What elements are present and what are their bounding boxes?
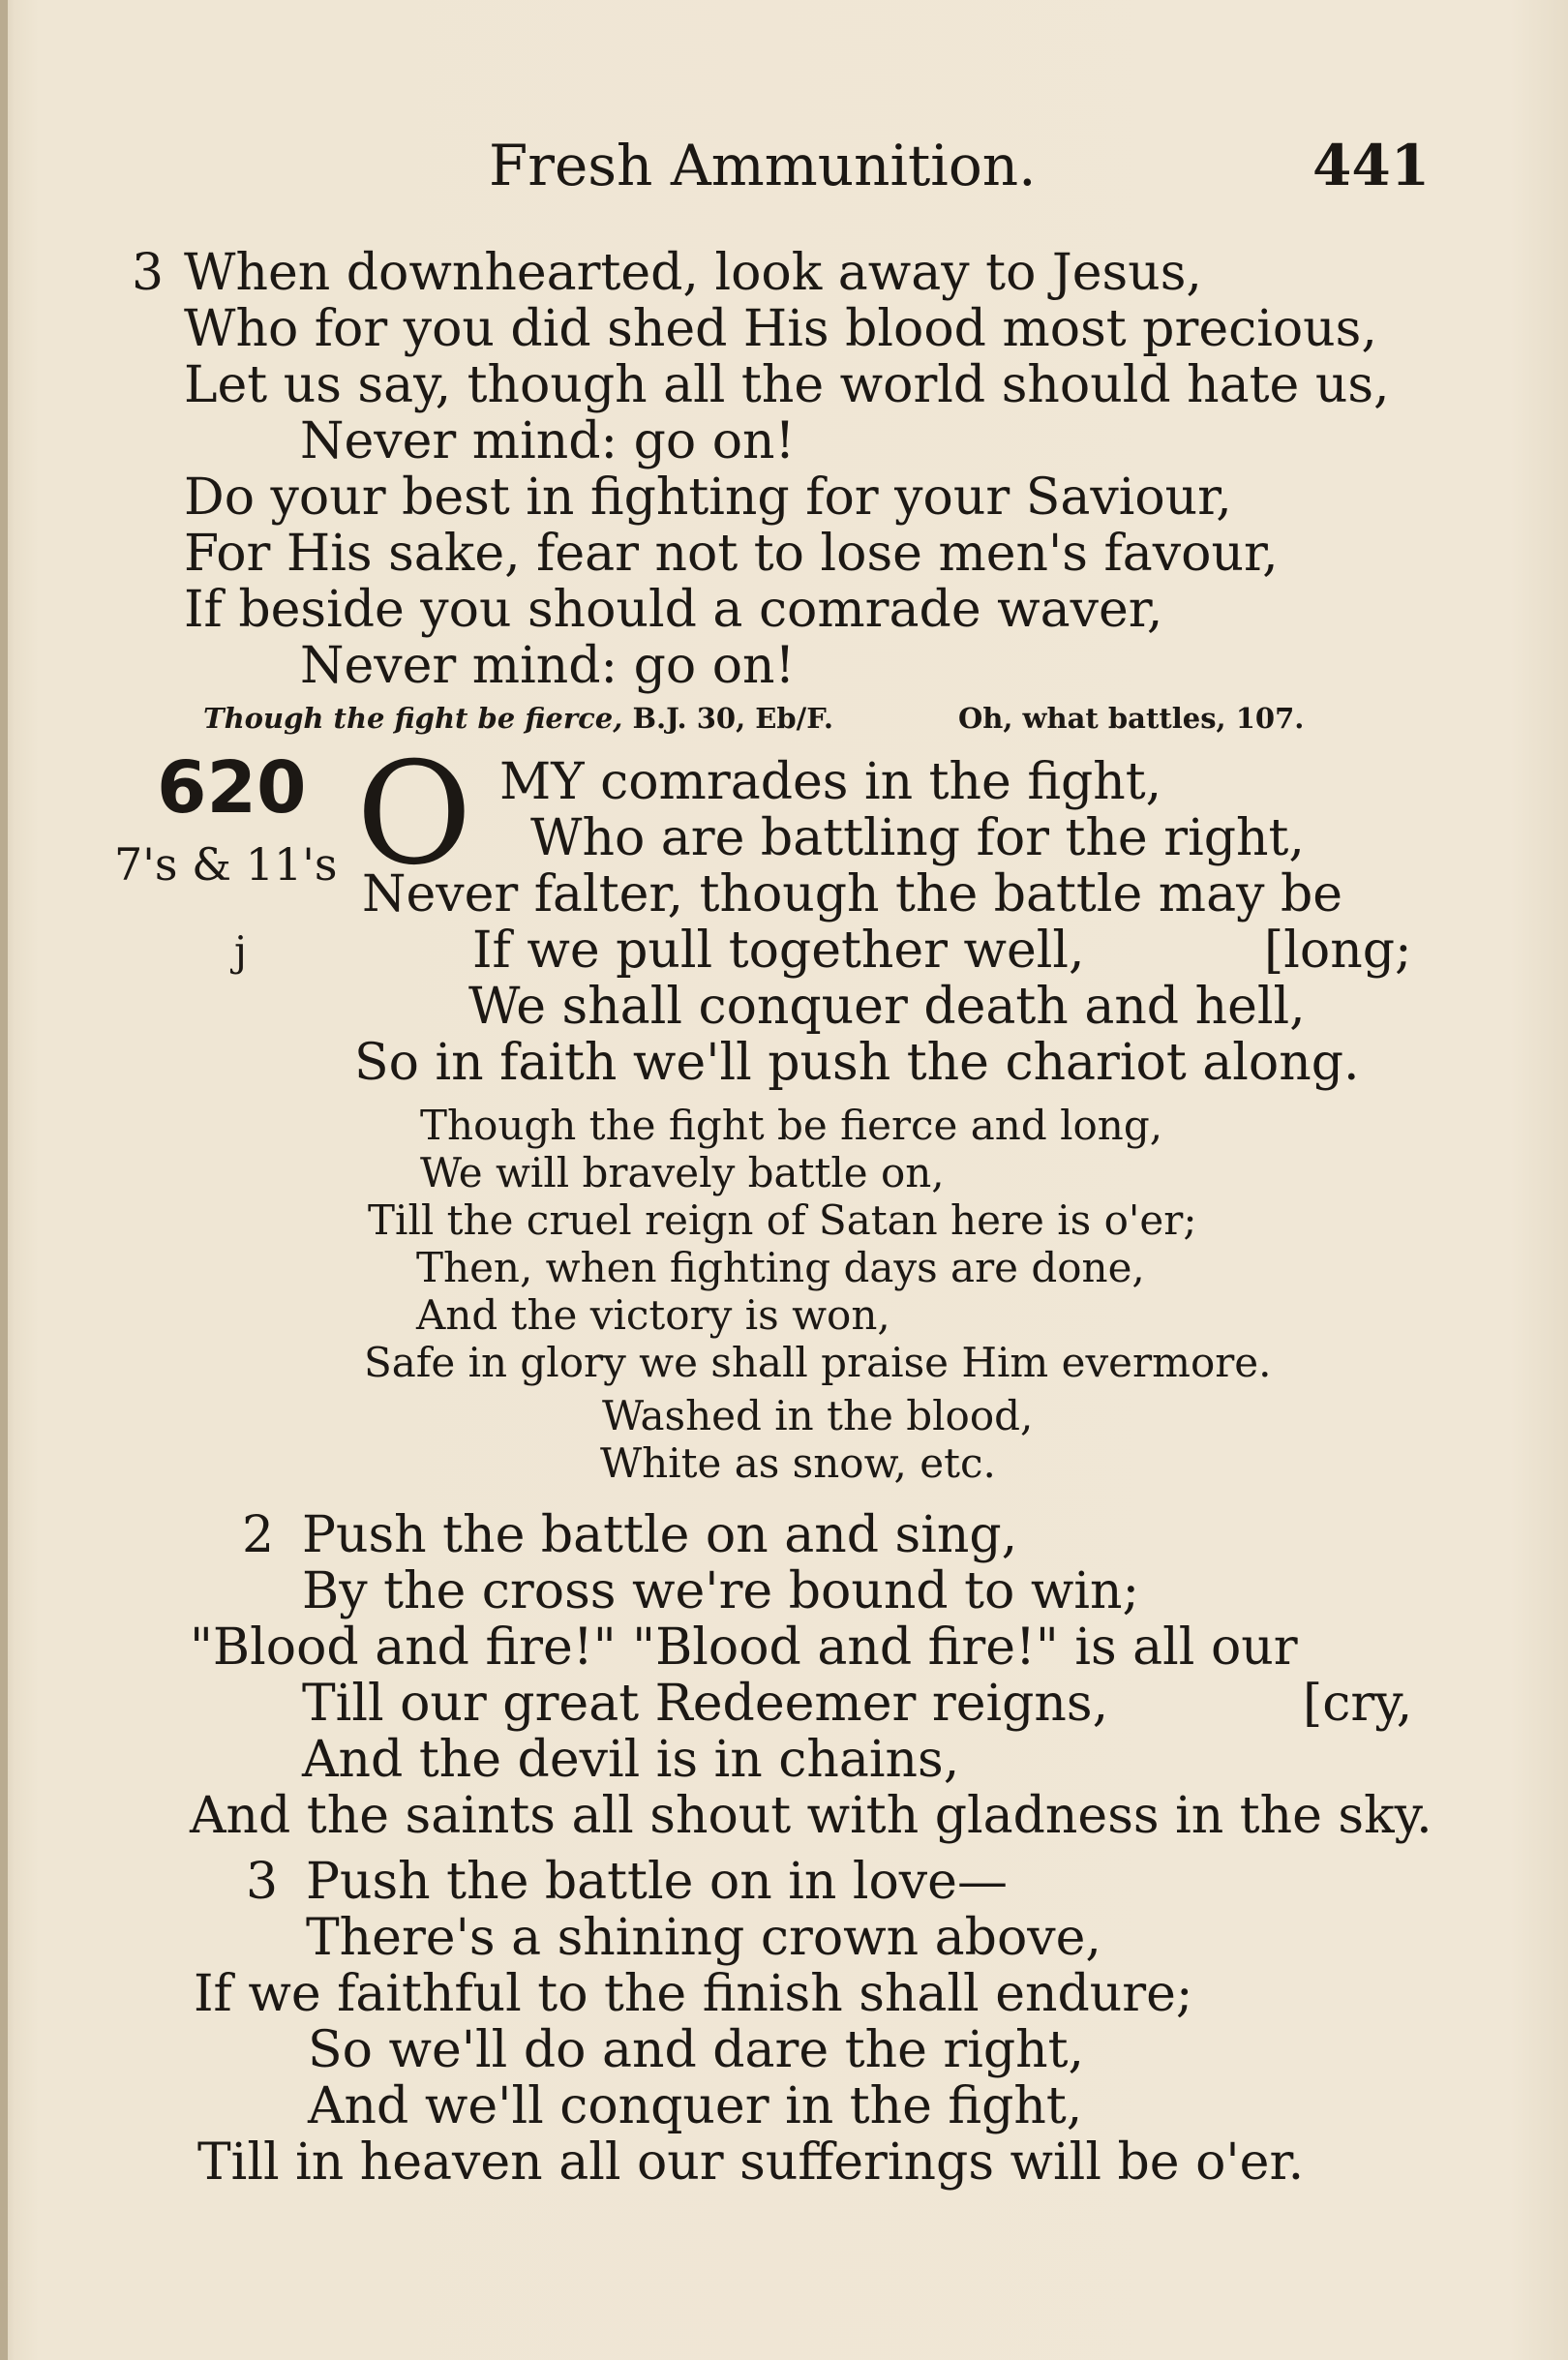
chorus-line: And the victory is won, xyxy=(416,1291,890,1339)
verse-line: When downhearted, look away to Jesus, xyxy=(184,244,1202,302)
verse-line: If we pull together well, xyxy=(472,922,1085,980)
verse-refrain: Never mind: go on! xyxy=(300,412,796,470)
verse-line: Push the battle on and sing, xyxy=(302,1506,1018,1564)
verse-line: And the devil is in chains, xyxy=(302,1731,960,1789)
verse-line: So in faith we'll push the chariot along. xyxy=(354,1034,1360,1092)
chorus-line: Safe in glory we shall praise Him evermore. xyxy=(364,1339,1272,1386)
verse-line: If we faithful to the finish shall endure; xyxy=(194,1965,1193,2023)
hymn-meter: 7's & 11's xyxy=(114,838,338,891)
verse-line: Let us say, though all the world should hate us, xyxy=(184,356,1390,414)
verse-line: Do your best in fighting for your Saviour, xyxy=(184,469,1232,527)
tune-reference-left xyxy=(203,702,834,735)
verse-turnover: [cry, xyxy=(1303,1675,1413,1733)
verse-line: By the cross we're bound to win; xyxy=(302,1562,1140,1620)
verse-number: 3 xyxy=(246,1853,279,1911)
verse-line: Till in heaven all our sufferings will be o'er. xyxy=(197,2133,1305,2192)
drop-cap: O xyxy=(356,732,472,896)
verse-line: Never falter, though the battle may be xyxy=(362,865,1343,923)
verse-turnover: [long; xyxy=(1264,922,1412,980)
chorus-line: Till the cruel reign of Satan here is o'er; xyxy=(368,1196,1197,1244)
verse-line: And we'll conquer in the fight, xyxy=(308,2077,1083,2135)
chorus-line: Then, when fighting days are done, xyxy=(416,1244,1145,1291)
chorus-line: White as snow, etc. xyxy=(600,1439,996,1487)
margin-mark: j xyxy=(234,927,248,975)
hymn-number: 620 xyxy=(157,746,307,830)
tune-key: B.J. 30, Eb/F. xyxy=(632,702,834,735)
page-spine-edge xyxy=(0,0,8,2360)
verse-number: 2 xyxy=(242,1506,275,1564)
verse-line: Who for you did shed His blood most precious, xyxy=(184,300,1377,358)
chorus-line: Though the fight be fierce and long, xyxy=(420,1102,1163,1149)
verse-refrain: Never mind: go on! xyxy=(300,637,796,695)
tune-reference-right: Oh, what battles, 107. xyxy=(958,702,1305,735)
verse-line: And the saints all shout with gladness in the sky. xyxy=(190,1787,1432,1845)
verse-line: There's a shining crown above, xyxy=(306,1909,1101,1967)
verse-line: "Blood and fire!" "Blood and fire!" is all our xyxy=(190,1619,1298,1677)
verse-line: Who are battling for the right, xyxy=(530,809,1305,867)
verse-line: For His sake, fear not to lose men's favour, xyxy=(184,525,1279,583)
verse-line: Till our great Redeemer reigns, xyxy=(302,1675,1109,1733)
running-title: Fresh Ammunition. xyxy=(489,133,1037,198)
verse-line: So we'll do and dare the right, xyxy=(308,2021,1085,2079)
tune-name-italic: Though the fight be fierce, xyxy=(203,702,623,735)
verse-line: Push the battle on in love— xyxy=(306,1853,1008,1911)
page-number: 441 xyxy=(1312,133,1431,198)
verse-line: MY comrades in the fight, xyxy=(499,753,1162,811)
chorus-line: Washed in the blood, xyxy=(602,1392,1034,1439)
verse-number: 3 xyxy=(132,244,165,302)
verse-line: We shall conquer death and hell, xyxy=(468,978,1306,1036)
chorus-line: We will bravely battle on, xyxy=(420,1149,945,1196)
verse-line: If beside you should a comrade waver, xyxy=(184,581,1163,639)
